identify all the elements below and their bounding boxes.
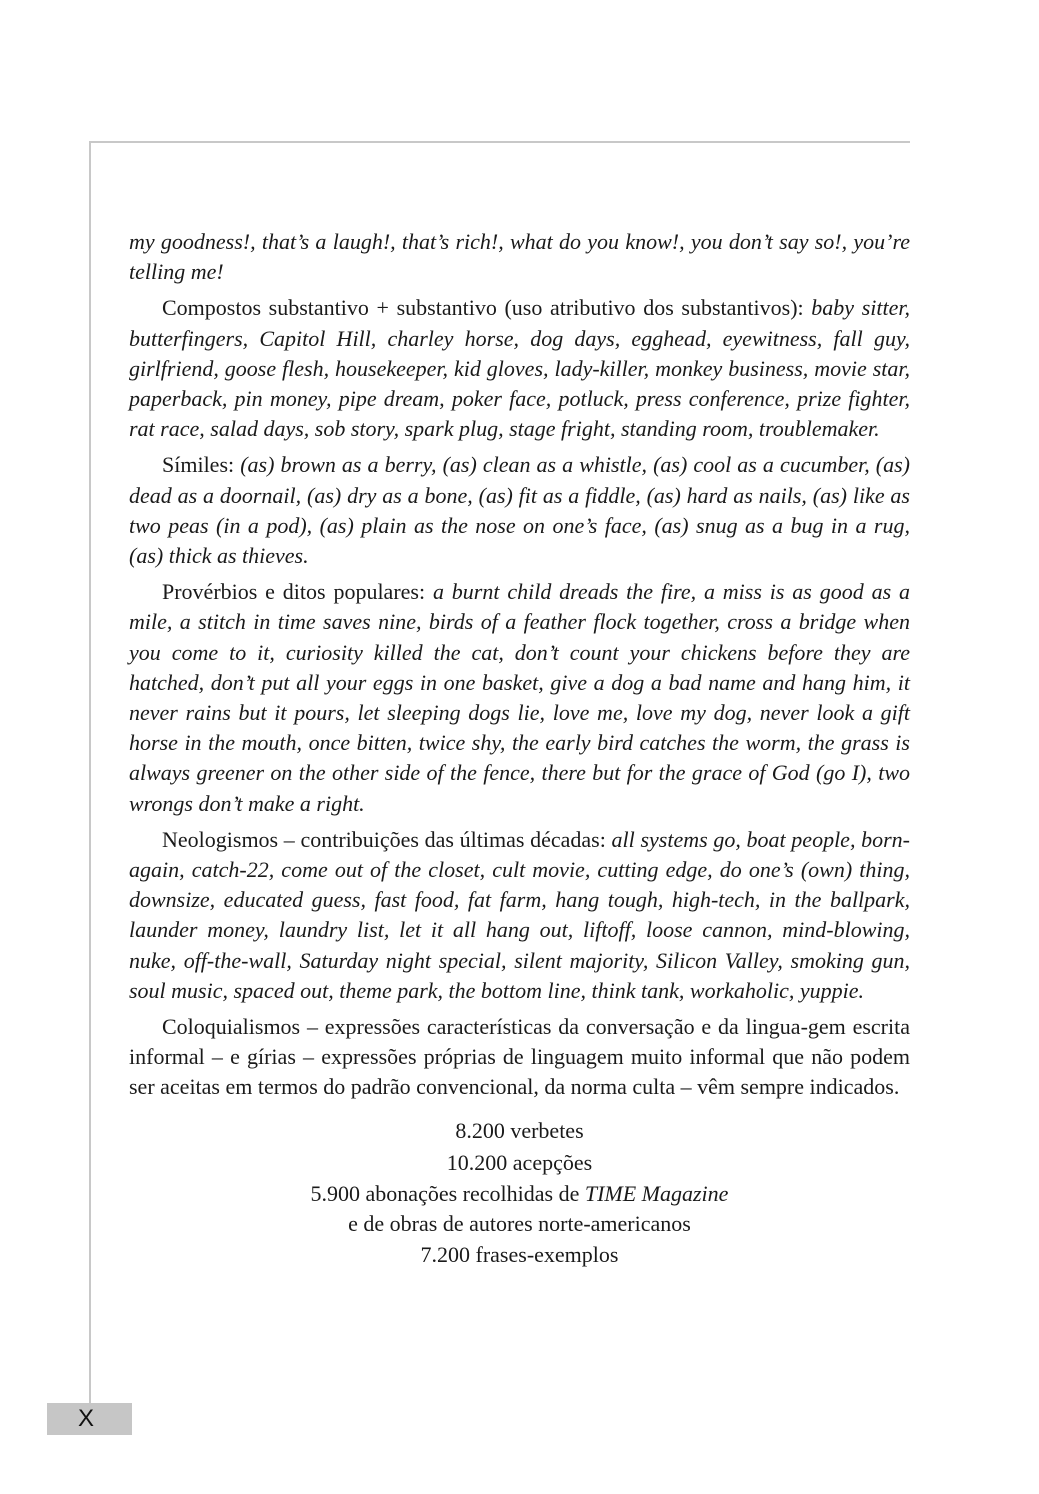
- proverbios-examples: a burnt child dreads the fire, a miss is as good as a mile, a stitch in time saves nine, birds of a feather flock together, cross a bridge when you come to it, curiosity killed the cat, don’t count your chickens before they are hatched, don’t put all your eggs in one basket, give a dog a bad name and hang him, it never rains but it pours, let sleeping dogs lie, love me, love my dog, never look a gift horse in the mouth, once bitten, twice shy, the early bird catches the worm, the grass is always greener on the other side of the fence, there but for the grace of God (go I), two wrongs don’t make a right.: [129, 579, 910, 816]
- similes-label: Símiles:: [162, 452, 235, 478]
- stat-abonacoes: [129, 1179, 910, 1209]
- dictionary-stats: [129, 1115, 910, 1271]
- similes-paragraph: [129, 450, 910, 571]
- stat-acepcoes: 10.200 acepções: [446, 1149, 593, 1175]
- frame-top-rule: [89, 141, 910, 143]
- proverbios-label: Provérbios e ditos populares:: [162, 579, 426, 605]
- compostos-label: Compostos substantivo + substantivo (uso atributivo dos substantivos):: [162, 295, 804, 321]
- page-body: [129, 227, 910, 1271]
- coloquialismos-text: Coloquialismos – expressões características da conversação e da lingua-gem escrita informal – e gírias – expressões próprias de linguagem muito informal que não podem ser aceitas em termos do padrão convencional, da norma culta – vêm sempre indicados.: [129, 1014, 910, 1100]
- stat-abonacoes-suffix: e de obras de autores norte-americanos: [348, 1210, 691, 1236]
- neologismos-paragraph: [129, 825, 910, 1006]
- neologismos-examples: all systems go, boat people, born-again, catch-22, come out of the closet, cult movie, cutting edge, do one’s (own) thing, downsize, educated guess, fast food, fat farm, hang tough, high-tech, in the ballpark, launder money, laundry list, let it all hang out, liftoff, loose cannon, mind-blowing, nuke, off-the-wall, Saturday night special, silent majority, Silicon Valley, smoking gun, soul music, spaced out, theme park, the bottom line, think tank, workaholic, yuppie.: [129, 826, 911, 1003]
- compostos-examples: baby sitter, butterfingers, Capitol Hill, charley horse, dog days, egghead, eyewitness, fall guy, girlfriend, goose flesh, housekeeper, kid gloves, lady-killer, monkey business, movie star, paperback, pin money, pipe dream, poker face, potluck, press conference, prize fighter, rat race, salad days, sob story, spark plug, stage fright, standing room, troublemaker.: [129, 295, 910, 442]
- intro-examples: my goodness!, that’s a laugh!, that’s rich!, what do you know!, you don’t say so!, you’re telling me!: [129, 229, 910, 285]
- intro-paragraph: [129, 227, 910, 287]
- coloquialismos-paragraph: [129, 1012, 910, 1103]
- stat-verbetes: 8.200 verbetes: [455, 1117, 584, 1143]
- stat-frases: 7.200 frases-exemplos: [420, 1241, 619, 1267]
- stat-abonacoes-source: TIME Magazine: [584, 1180, 729, 1206]
- page-number: X: [78, 1405, 95, 1432]
- similes-examples: (as) brown as a berry, (as) clean as a whistle, (as) cool as a cucumber, (as) dead as a doornail, (as) dry as a bone, (as) fit as a fiddle, (as) hard as nails, (as) like as two peas (in a pod), (as) plain as the nose on one’s face, (as) snug as a bug in a rug, (as) thick as thieves.: [129, 452, 911, 569]
- neologismos-label: Neologismos – contribuições das últimas décadas:: [162, 826, 606, 852]
- frame-left-rule: [89, 141, 91, 1403]
- compostos-paragraph: [129, 293, 910, 444]
- stat-abonacoes-prefix: 5.900 abonações recolhidas de: [310, 1180, 580, 1206]
- proverbios-paragraph: [129, 577, 910, 819]
